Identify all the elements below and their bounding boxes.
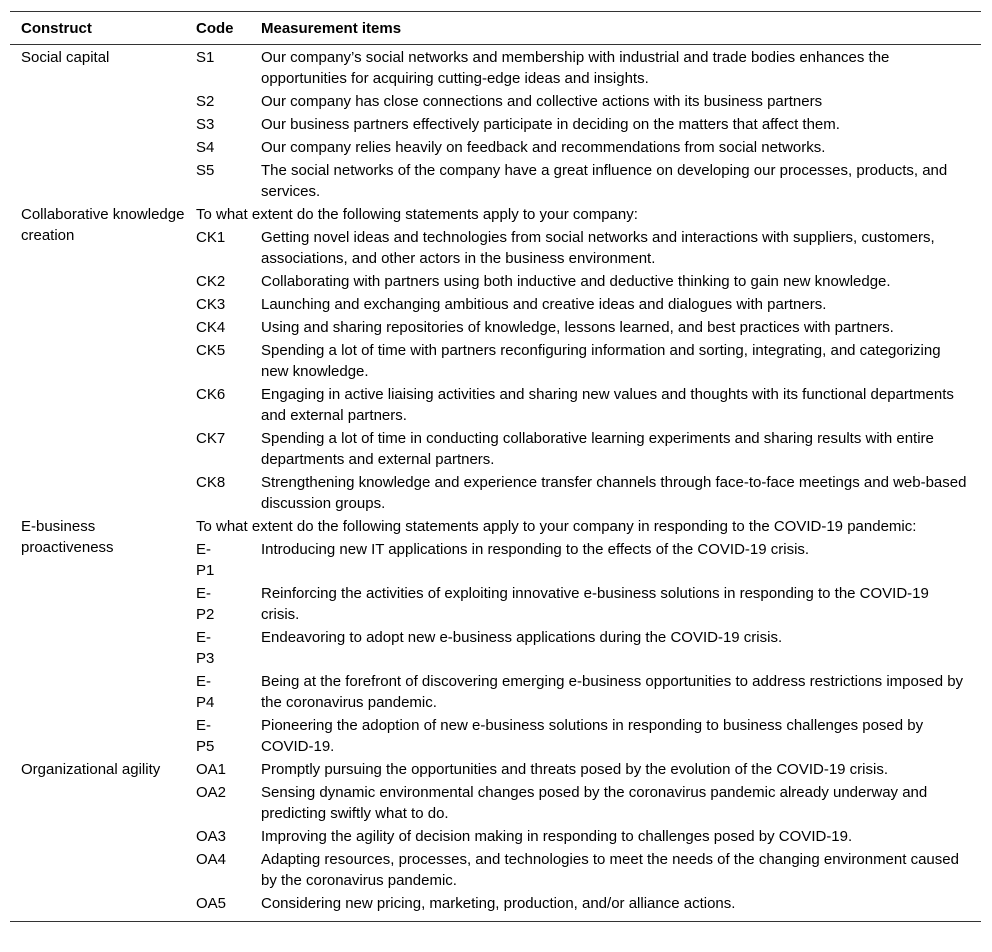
item-text: Considering new pricing, marketing, production, and/or alliance actions.: [261, 895, 736, 912]
construct-group: [10, 516, 981, 759]
item-text: Strengthening knowledge and experience transfer channels through face-to-face meetings and web-based discussion groups.: [261, 474, 967, 512]
table-row: [185, 782, 981, 824]
item-text: Our company relies heavily on feedback and recommendations from social networks.: [261, 139, 826, 156]
table-row: [185, 826, 981, 847]
item-text: The social networks of the company have a great influence on developing our processes, products, and services.: [261, 162, 948, 200]
item-code: S1: [196, 49, 215, 66]
item-code: OA1: [196, 761, 227, 778]
item-code: CK3: [196, 296, 226, 313]
item-code: S2: [196, 93, 215, 110]
construct-label: E-business proactiveness: [21, 518, 114, 556]
table-row: [185, 91, 981, 112]
table-row: [185, 671, 981, 713]
group-intro: To what extent do the following statements apply to your company in responding to the COVID-19 pandemic:: [196, 518, 917, 535]
construct-label: Social capital: [21, 49, 110, 66]
table-row: [185, 114, 981, 135]
table-row: [185, 340, 981, 382]
item-code: E-P5: [196, 717, 215, 755]
construct-group: [10, 47, 981, 204]
item-code: CK5: [196, 342, 226, 359]
item-text: Sensing dynamic environmental changes posed by the coronavirus pandemic already underway and predicting swiftly what to do.: [261, 784, 928, 822]
table-row: [185, 227, 981, 269]
item-text: Getting novel ideas and technologies from social networks and interactions with suppliers, customers, associations, and other actors in the business environment.: [261, 229, 935, 267]
table-row: [185, 539, 981, 581]
item-code: S3: [196, 116, 215, 133]
construct-label: Collaborative knowledge creation: [21, 206, 185, 244]
item-code: CK2: [196, 273, 226, 290]
item-text: Engaging in active liaising activities and sharing new values and thoughts with its functional departments and external partners.: [261, 386, 954, 424]
item-text: Reinforcing the activities of exploiting innovative e-business solutions in responding to the COVID-19 crisis.: [261, 585, 929, 623]
item-text: Introducing new IT applications in responding to the effects of the COVID-19 crisis.: [261, 541, 810, 558]
item-text: Improving the agility of decision making in responding to challenges posed by COVID-19.: [261, 828, 853, 845]
item-text: Endeavoring to adopt new e-business applications during the COVID-19 crisis.: [261, 629, 783, 646]
item-text: Spending a lot of time with partners reconfiguring information and sorting, integrating, and categorizing new knowledge.: [261, 342, 941, 380]
table-row: [185, 893, 981, 914]
item-code: S4: [196, 139, 215, 156]
table-header: [10, 12, 981, 45]
group-intro: To what extent do the following statements apply to your company:: [196, 206, 638, 223]
item-code: E-P1: [196, 541, 215, 579]
item-text: Promptly pursuing the opportunities and threats posed by the evolution of the COVID-19 crisis.: [261, 761, 889, 778]
header-construct: Construct: [21, 19, 92, 37]
item-text: Our company has close connections and collective actions with its business partners: [261, 93, 823, 110]
item-code: E-P4: [196, 673, 215, 711]
table-row: [185, 384, 981, 426]
item-text: Our company’s social networks and membership with industrial and trade bodies enhances the opportunities for acquiring cutting-edge ideas and insights.: [261, 49, 890, 87]
item-text: Pioneering the adoption of new e-business solutions in responding to business challenges posed by COVID-19.: [261, 717, 924, 755]
table-row: [185, 472, 981, 514]
table-row: [185, 47, 981, 89]
item-code: CK4: [196, 319, 226, 336]
item-code: CK1: [196, 229, 226, 246]
measurement-table: [10, 11, 981, 922]
item-code: OA3: [196, 828, 227, 845]
construct-group: [10, 204, 981, 516]
item-code: OA2: [196, 784, 227, 801]
item-code: OA5: [196, 895, 227, 912]
item-text: Using and sharing repositories of knowledge, lessons learned, and best practices with partners.: [261, 319, 894, 336]
item-code: CK6: [196, 386, 226, 403]
table-row: [185, 317, 981, 338]
table-row: [185, 271, 981, 292]
item-code: CK7: [196, 430, 226, 447]
item-text: Being at the forefront of discovering emerging e-business opportunities to address restrictions imposed by the coronavirus pandemic.: [261, 673, 964, 711]
item-code: S5: [196, 162, 215, 179]
table-row: [185, 137, 981, 158]
table-row: [185, 583, 981, 625]
construct-label: Organizational agility: [21, 761, 161, 778]
item-text: Launching and exchanging ambitious and creative ideas and dialogues with partners.: [261, 296, 827, 313]
item-text: Spending a lot of time in conducting collaborative learning experiments and sharing results with entire departments and external partners.: [261, 430, 934, 468]
item-text: Adapting resources, processes, and technologies to meet the needs of the changing environment caused by the coronavirus pandemic.: [261, 851, 959, 889]
table-row: [185, 294, 981, 315]
construct-group: [10, 759, 981, 916]
table-row: [185, 849, 981, 891]
table-body: [10, 45, 981, 921]
item-code: OA4: [196, 851, 227, 868]
item-text: Our business partners effectively participate in deciding on the matters that affect them.: [261, 116, 840, 133]
item-code: CK8: [196, 474, 226, 491]
item-text: Collaborating with partners using both inductive and deductive thinking to gain new knowledge.: [261, 273, 891, 290]
table-row: [185, 715, 981, 757]
table-row: [185, 160, 981, 202]
table-row: [185, 428, 981, 470]
item-code: E-P3: [196, 629, 215, 667]
item-code: E-P2: [196, 585, 215, 623]
header-measurement-items: Measurement items: [261, 19, 402, 37]
table-row: [185, 627, 981, 669]
header-code: Code: [196, 19, 234, 37]
table-row: [185, 759, 981, 780]
